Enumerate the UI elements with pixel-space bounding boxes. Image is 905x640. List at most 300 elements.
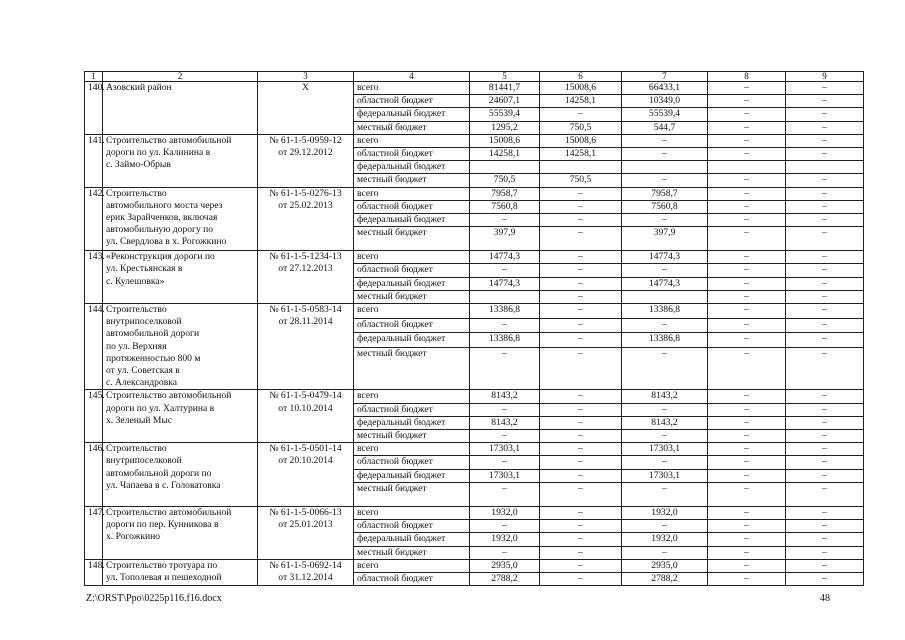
amount-cell: –	[622, 174, 708, 187]
amount-cell: –	[708, 430, 786, 443]
amount-cell: 2788,2	[622, 572, 708, 585]
amount-cell: –	[708, 533, 786, 546]
document-reference-line: № 61-1-5-1234-13	[269, 251, 342, 263]
amount-cell: –	[540, 251, 622, 264]
amount-cell: –	[622, 456, 708, 469]
amount-cell: –	[786, 174, 864, 187]
amount-cell: –	[708, 520, 786, 533]
amount-cell: 14774,3	[470, 251, 540, 264]
table-row	[85, 506, 864, 519]
amount-cell: 1295,2	[470, 121, 540, 134]
object-name	[103, 506, 258, 559]
amount-cell: 15008,6	[540, 82, 622, 95]
funding-source: федеральный бюджет	[354, 214, 470, 227]
funding-source: местный бюджет	[354, 227, 470, 251]
column-number: 6	[540, 72, 622, 82]
amount-cell: –	[786, 390, 864, 403]
amount-cell: –	[470, 264, 540, 277]
amount-cell: –	[786, 264, 864, 277]
amount-cell: –	[470, 348, 540, 390]
document-reference-line: № 61-1-5-0501-14	[269, 443, 342, 455]
amount-cell: –	[786, 456, 864, 469]
amount-cell: –	[540, 469, 622, 482]
amount-cell: 15008,6	[470, 134, 540, 147]
funding-source: областной бюджет	[354, 520, 470, 533]
amount-cell: –	[622, 482, 708, 506]
amount-cell: 17303,1	[622, 469, 708, 482]
column-number: 1	[85, 72, 103, 82]
amount-cell: –	[622, 520, 708, 533]
document-reference-line: № 61-1-5-0583-14	[269, 304, 342, 316]
amount-cell: –	[786, 333, 864, 348]
amount-cell: 8143,2	[622, 390, 708, 403]
funding-source: местный бюджет	[354, 482, 470, 506]
document-reference-line: от 25.01.2013	[278, 519, 333, 531]
amount-cell: –	[470, 520, 540, 533]
document-reference-line: № 61-1-5-0479-14	[269, 390, 342, 402]
object-name-line: внутрипоселковой	[106, 455, 182, 467]
amount-cell: –	[708, 264, 786, 277]
document-reference-line: № 61-1-5-0066-13	[269, 506, 342, 518]
amount-cell: 7958,7	[470, 187, 540, 200]
amount-cell: –	[540, 482, 622, 506]
funding-source: местный бюджет	[354, 546, 470, 559]
file-path: Z:\ORST\Ppo\0225p116.f16.docx	[86, 593, 222, 604]
amount-cell: –	[786, 108, 864, 121]
document-reference	[258, 559, 354, 585]
object-name-line: х. Зеленый Мыс	[106, 414, 173, 426]
funding-source: федеральный бюджет	[354, 277, 470, 290]
table-row	[85, 251, 864, 264]
amount-cell: –	[540, 277, 622, 290]
amount-cell: –	[708, 482, 786, 506]
amount-cell: –	[622, 148, 708, 161]
object-name-line: ул. Тополевая и пешеходной	[106, 571, 222, 583]
amount-cell: –	[540, 520, 622, 533]
funding-source: областной бюджет	[354, 572, 470, 585]
column-number: 5	[470, 72, 540, 82]
amount-cell: –	[786, 251, 864, 264]
funding-source: местный бюджет	[354, 290, 470, 303]
table-row	[85, 304, 864, 319]
amount-cell: 55539,4	[622, 108, 708, 121]
amount-cell: –	[540, 559, 622, 572]
funding-source: областной бюджет	[354, 95, 470, 108]
table-row	[85, 559, 864, 572]
document-reference	[258, 443, 354, 507]
amount-cell: –	[786, 214, 864, 227]
amount-cell: –	[622, 546, 708, 559]
amount-cell: 397,9	[622, 227, 708, 251]
amount-cell: 1932,0	[622, 533, 708, 546]
amount-cell: –	[540, 108, 622, 121]
amount-cell: –	[540, 546, 622, 559]
record-number: 141.	[85, 134, 103, 187]
document-reference	[258, 304, 354, 390]
record-number: 145.	[85, 390, 103, 443]
amount-cell: –	[786, 533, 864, 546]
amount-cell: 66433,1	[622, 82, 708, 95]
amount-cell: –	[470, 214, 540, 227]
amount-cell: –	[708, 148, 786, 161]
amount-cell: 8143,2	[470, 390, 540, 403]
amount-cell: –	[540, 390, 622, 403]
amount-cell: 14258,1	[470, 148, 540, 161]
table-row	[85, 443, 864, 456]
amount-cell: –	[540, 304, 622, 319]
funding-source: местный бюджет	[354, 121, 470, 134]
funding-source: областной бюджет	[354, 148, 470, 161]
document-reference-line: № 61-1-5-0692-14	[269, 559, 342, 571]
object-name-line: с. Кулешовка»	[106, 275, 165, 287]
amount-cell: 750,5	[540, 174, 622, 187]
funding-source: всего	[354, 251, 470, 264]
object-name-line: ул. Крестьянская в	[106, 263, 183, 275]
amount-cell	[470, 290, 540, 303]
amount-cell: –	[708, 572, 786, 585]
amount-cell: 750,5	[470, 174, 540, 187]
document-reference	[258, 82, 354, 135]
funding-source: федеральный бюджет	[354, 161, 470, 174]
column-number: 8	[708, 72, 786, 82]
funding-source: федеральный бюджет	[354, 416, 470, 429]
amount-cell: 397,9	[470, 227, 540, 251]
amount-cell: –	[540, 572, 622, 585]
amount-cell: –	[786, 304, 864, 319]
amount-cell: –	[786, 187, 864, 200]
funding-source: областной бюджет	[354, 403, 470, 416]
funding-source: всего	[354, 187, 470, 200]
amount-cell: 13386,8	[470, 304, 540, 319]
column-number: 4	[354, 72, 470, 82]
column-number: 9	[786, 72, 864, 82]
object-name	[103, 559, 258, 585]
budget-table	[84, 71, 864, 586]
amount-cell: –	[786, 318, 864, 333]
amount-cell: 13386,8	[470, 333, 540, 348]
amount-cell: 7958,7	[622, 187, 708, 200]
amount-cell: –	[540, 214, 622, 227]
amount-cell: –	[622, 134, 708, 147]
funding-source: местный бюджет	[354, 348, 470, 390]
amount-cell: –	[622, 430, 708, 443]
amount-cell: 1932,0	[622, 506, 708, 519]
object-name-line: дороги по ул. Калинина в	[106, 147, 211, 159]
object-name-line: от ул. Советская в	[106, 365, 180, 377]
object-name-line: автомобильную дорогу по	[106, 224, 214, 236]
amount-cell: –	[708, 187, 786, 200]
object-name-line: Азовский район	[106, 82, 172, 93]
funding-source: всего	[354, 506, 470, 519]
document-reference-line: от 10.10.2014	[278, 402, 333, 414]
amount-cell: 2935,0	[470, 559, 540, 572]
amount-cell: –	[540, 506, 622, 519]
funding-source: областной бюджет	[354, 200, 470, 213]
amount-cell: –	[708, 456, 786, 469]
funding-source: всего	[354, 82, 470, 95]
amount-cell: –	[622, 214, 708, 227]
object-name-line: х. Рогожкино	[106, 531, 161, 543]
amount-cell: –	[786, 546, 864, 559]
amount-cell: –	[470, 403, 540, 416]
amount-cell: –	[708, 443, 786, 456]
record-number: 147.	[85, 506, 103, 559]
funding-source: федеральный бюджет	[354, 108, 470, 121]
object-name-line: с. Займо-Обрыв	[106, 159, 171, 171]
object-name-line: Строительство	[106, 304, 167, 316]
amount-cell: –	[786, 290, 864, 303]
document-reference-line: Х	[302, 82, 309, 93]
object-name-line: Строительство автомобильной	[106, 506, 232, 518]
document-reference	[258, 134, 354, 187]
record-number: 144.	[85, 304, 103, 390]
amount-cell: –	[786, 121, 864, 134]
amount-cell: 17303,1	[622, 443, 708, 456]
funding-source: всего	[354, 390, 470, 403]
amount-cell: –	[470, 546, 540, 559]
funding-source: местный бюджет	[354, 430, 470, 443]
object-name	[103, 134, 258, 187]
amount-cell: –	[540, 403, 622, 416]
amount-cell: 1932,0	[470, 533, 540, 546]
amount-cell: 750,5	[540, 121, 622, 134]
amount-cell: –	[540, 533, 622, 546]
amount-cell: –	[708, 134, 786, 147]
amount-cell	[708, 161, 786, 174]
amount-cell: –	[786, 82, 864, 95]
amount-cell: –	[786, 430, 864, 443]
amount-cell: –	[708, 546, 786, 559]
document-reference-line: № 61-1-5-0276-13	[269, 187, 342, 199]
amount-cell: 15008,6	[540, 134, 622, 147]
amount-cell: –	[708, 348, 786, 390]
amount-cell: 1932,0	[470, 506, 540, 519]
object-name-line: автомобильной дороги	[106, 328, 200, 340]
amount-cell: 7560,8	[622, 200, 708, 213]
amount-cell: –	[540, 348, 622, 390]
amount-cell: –	[786, 469, 864, 482]
amount-cell: 14774,3	[470, 277, 540, 290]
amount-cell: –	[708, 277, 786, 290]
amount-cell: –	[622, 264, 708, 277]
amount-cell: –	[708, 318, 786, 333]
object-name-line: автомобильной дороги по	[106, 467, 212, 479]
amount-cell	[786, 161, 864, 174]
amount-cell: –	[708, 108, 786, 121]
amount-cell: –	[540, 333, 622, 348]
funding-source: местный бюджет	[354, 174, 470, 187]
object-name-line: ул. Чапаева в с. Головатовка	[106, 479, 221, 491]
funding-source: областной бюджет	[354, 264, 470, 277]
amount-cell: –	[622, 403, 708, 416]
object-name-line: «Реконструкция дороги по	[106, 251, 215, 263]
amount-cell: –	[786, 148, 864, 161]
amount-cell: 17303,1	[470, 443, 540, 456]
amount-cell: 14258,1	[540, 95, 622, 108]
amount-cell: –	[708, 290, 786, 303]
object-name	[103, 390, 258, 443]
amount-cell: –	[786, 200, 864, 213]
funding-source: федеральный бюджет	[354, 533, 470, 546]
object-name-line: дороги по ул. Халтурина в	[106, 402, 215, 414]
amount-cell: –	[540, 187, 622, 200]
amount-cell: –	[708, 121, 786, 134]
object-name-line: внутрипоселковой	[106, 316, 182, 328]
amount-cell: –	[708, 82, 786, 95]
record-number: 146.	[85, 443, 103, 507]
amount-cell: –	[708, 469, 786, 482]
amount-cell: 10349,0	[622, 95, 708, 108]
funding-source: всего	[354, 134, 470, 147]
column-number: 7	[622, 72, 708, 82]
amount-cell: 14774,3	[622, 277, 708, 290]
object-name-line: Строительство тротуара по	[106, 559, 218, 571]
object-name-line: Строительство	[106, 187, 167, 199]
amount-cell: –	[540, 290, 622, 303]
amount-cell: –	[708, 214, 786, 227]
funding-source: областной бюджет	[354, 318, 470, 333]
object-name	[103, 443, 258, 507]
amount-cell: 24607,1	[470, 95, 540, 108]
funding-source: областной бюджет	[354, 456, 470, 469]
document-reference-line: от 29.12.2012	[278, 147, 333, 159]
amount-cell: –	[708, 95, 786, 108]
amount-cell	[540, 161, 622, 174]
amount-cell	[470, 161, 540, 174]
object-name-line: Строительство автомобильной	[106, 134, 232, 146]
amount-cell: –	[786, 572, 864, 585]
amount-cell: 14774,3	[622, 251, 708, 264]
amount-cell: –	[708, 174, 786, 187]
record-number: 148.	[85, 559, 103, 585]
object-name	[103, 82, 258, 135]
amount-cell: –	[786, 559, 864, 572]
amount-cell	[622, 161, 708, 174]
amount-cell: 81441,7	[470, 82, 540, 95]
amount-cell: –	[786, 416, 864, 429]
record-number: 140.	[85, 82, 103, 135]
amount-cell: –	[786, 277, 864, 290]
record-number: 142.	[85, 187, 103, 251]
document-reference-line: от 28.11.2014	[278, 316, 333, 328]
amount-cell: 2935,0	[622, 559, 708, 572]
document-reference	[258, 251, 354, 304]
amount-cell: –	[708, 506, 786, 519]
funding-source: федеральный бюджет	[354, 469, 470, 482]
amount-cell: 7560,8	[470, 200, 540, 213]
amount-cell: –	[708, 559, 786, 572]
object-name-line: Строительство автомобильной	[106, 390, 232, 402]
object-name-line: ул. Свердлова в х. Рогожкино	[106, 236, 227, 248]
amount-cell: –	[540, 456, 622, 469]
funding-source: всего	[354, 304, 470, 319]
amount-cell: –	[708, 416, 786, 429]
amount-cell: –	[786, 227, 864, 251]
amount-cell: 13386,8	[622, 304, 708, 319]
amount-cell: 8143,2	[470, 416, 540, 429]
amount-cell: –	[708, 403, 786, 416]
document-reference	[258, 187, 354, 251]
amount-cell: –	[470, 456, 540, 469]
amount-cell: –	[540, 200, 622, 213]
amount-cell: –	[708, 227, 786, 251]
amount-cell: –	[786, 403, 864, 416]
amount-cell: 2788,2	[470, 572, 540, 585]
object-name-line: с. Александровка	[106, 377, 177, 389]
document-reference-line: № 61-1-5-0959-12	[269, 134, 342, 146]
table-row	[85, 134, 864, 147]
amount-cell: –	[540, 430, 622, 443]
funding-source: всего	[354, 443, 470, 456]
amount-cell: –	[470, 430, 540, 443]
funding-source: федеральный бюджет	[354, 333, 470, 348]
amount-cell: –	[540, 318, 622, 333]
document-reference-line: от 27.12.2013	[278, 263, 333, 275]
amount-cell: 13386,8	[622, 333, 708, 348]
table-body	[85, 72, 864, 586]
column-number-row	[85, 72, 864, 82]
object-name	[103, 251, 258, 304]
document-reference-line: от 31.12.2014	[278, 571, 333, 583]
amount-cell	[622, 290, 708, 303]
amount-cell: –	[708, 251, 786, 264]
amount-cell: –	[786, 95, 864, 108]
object-name	[103, 187, 258, 251]
amount-cell: –	[540, 443, 622, 456]
column-number: 2	[103, 72, 258, 82]
object-name-line: автомобильного моста через	[106, 199, 223, 211]
amount-cell: –	[786, 348, 864, 390]
amount-cell: –	[708, 390, 786, 403]
amount-cell: 8143,2	[622, 416, 708, 429]
table-row	[85, 390, 864, 403]
amount-cell: –	[786, 134, 864, 147]
object-name	[103, 304, 258, 390]
document-reference-line: от 20.10.2014	[278, 455, 333, 467]
document-reference-line: от 25.02.2013	[278, 199, 333, 211]
amount-cell: –	[622, 318, 708, 333]
document-reference	[258, 390, 354, 443]
amount-cell: –	[622, 348, 708, 390]
object-name-line: ерик Зарайченков, включая	[106, 212, 218, 224]
record-number: 143.	[85, 251, 103, 304]
amount-cell: –	[786, 506, 864, 519]
column-number: 3	[258, 72, 354, 82]
object-name-line: дороги по пер. Кунникова в	[106, 519, 219, 531]
amount-cell: 17303,1	[470, 469, 540, 482]
table-row	[85, 82, 864, 95]
funding-source: всего	[354, 559, 470, 572]
page-number: 48	[820, 593, 830, 604]
amount-cell: –	[708, 304, 786, 319]
amount-cell: –	[786, 443, 864, 456]
amount-cell: 14258,1	[540, 148, 622, 161]
object-name-line: протяженностью 800 м	[106, 352, 201, 364]
amount-cell: –	[540, 227, 622, 251]
amount-cell: 55539,4	[470, 108, 540, 121]
amount-cell: 544,7	[622, 121, 708, 134]
table-row	[85, 187, 864, 200]
document-reference	[258, 506, 354, 559]
object-name-line: Строительство	[106, 443, 167, 455]
amount-cell: –	[786, 520, 864, 533]
amount-cell: –	[470, 318, 540, 333]
amount-cell: –	[540, 264, 622, 277]
amount-cell: –	[708, 333, 786, 348]
object-name-line: по ул. Верхняя	[106, 340, 167, 352]
amount-cell: –	[470, 482, 540, 506]
amount-cell: –	[708, 200, 786, 213]
